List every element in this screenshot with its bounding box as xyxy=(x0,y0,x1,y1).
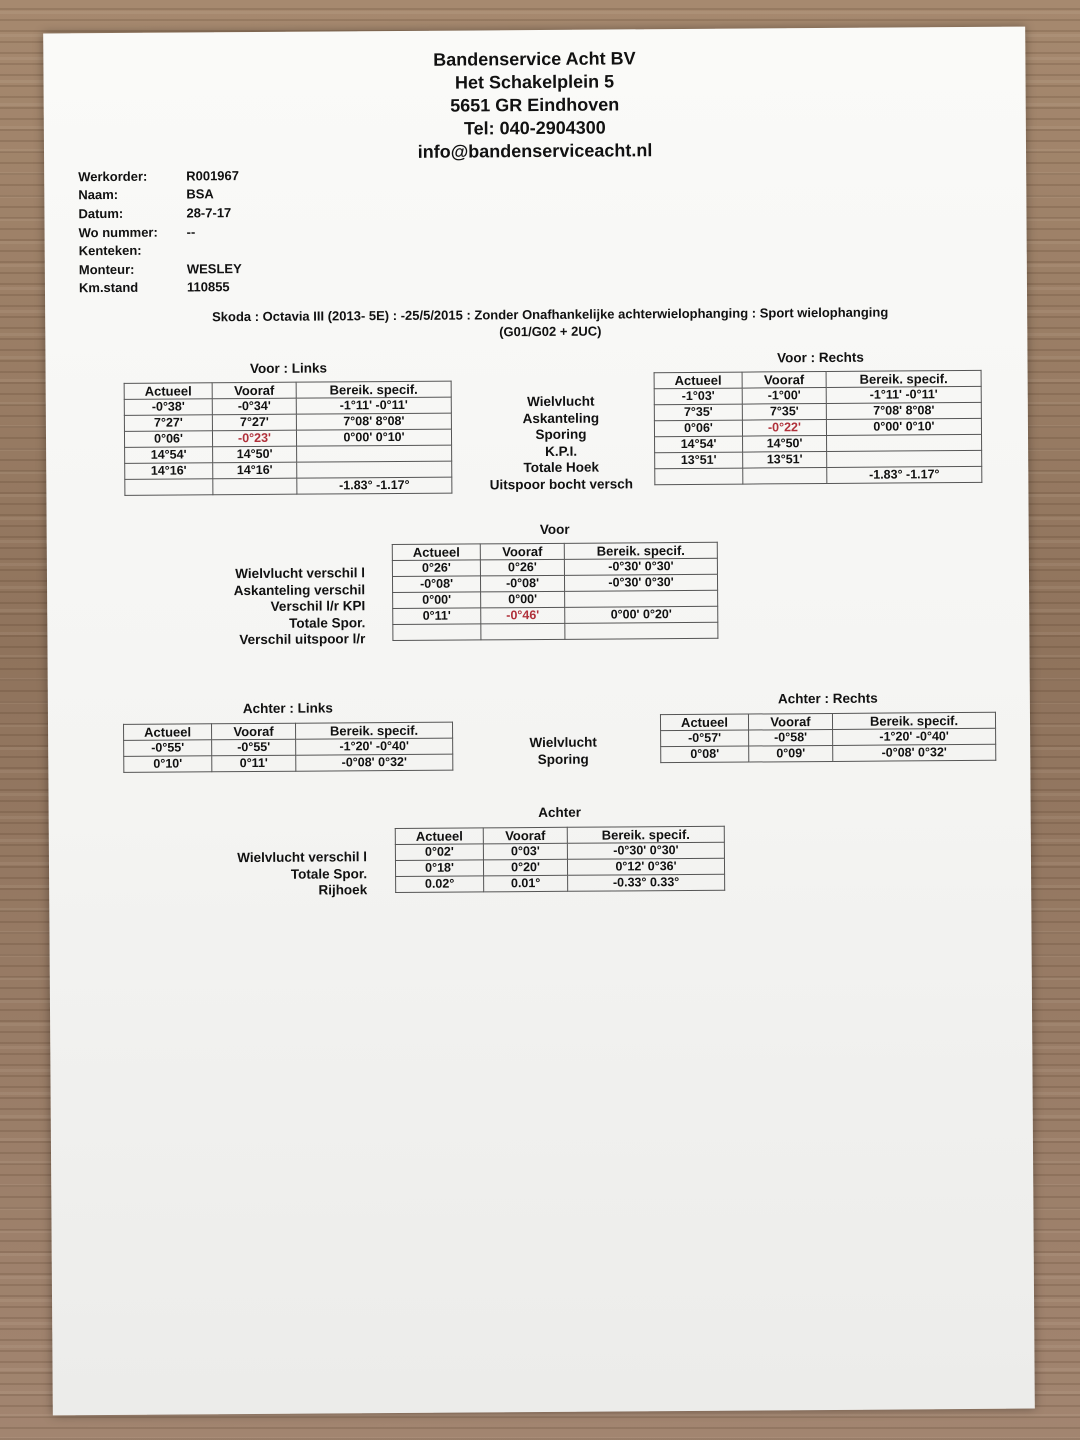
row-label: Verschil l/r KPI xyxy=(270,598,366,614)
meta-value: 110855 xyxy=(186,279,230,295)
col-actueel: Actueel xyxy=(124,383,212,400)
cell-vooraf: 0°11' xyxy=(212,755,296,772)
table-row xyxy=(124,397,451,415)
cell-vooraf: 7°35' xyxy=(742,403,826,420)
rear-axle-title: Achter xyxy=(538,804,582,821)
table-row xyxy=(396,874,725,892)
cell-vooraf xyxy=(213,478,297,495)
row-label: Askanteling xyxy=(522,410,600,426)
cell-vooraf xyxy=(743,467,827,484)
cell-spec: 0°12' 0°36' xyxy=(567,858,724,875)
col-spec: Bereik. specif. xyxy=(564,542,717,559)
company-email: info@bandenserviceacht.nl xyxy=(417,140,653,162)
col-spec: Bereik. specif. xyxy=(296,381,451,398)
rear-axle-table xyxy=(395,826,725,893)
cell-spec: -1°20' -0°40' xyxy=(833,728,996,745)
cell-actueel: 0°10' xyxy=(124,756,212,773)
table-row xyxy=(661,728,996,746)
cell-spec xyxy=(565,622,718,639)
cell-actueel: 14°16' xyxy=(125,463,213,480)
col-actueel: Actueel xyxy=(124,724,212,741)
cell-vooraf-out-of-spec: -0°46' xyxy=(481,607,565,624)
row-label: Sporing xyxy=(537,751,589,767)
table-header-row xyxy=(124,381,451,399)
cell-spec: 0°00' 0°10' xyxy=(296,429,451,446)
row-label: Totale Spor. xyxy=(288,614,366,631)
cell-vooraf xyxy=(481,623,565,640)
vehicle-description xyxy=(105,303,995,343)
cell-vooraf-out-of-spec: -0°23' xyxy=(212,430,296,447)
meta-value: -- xyxy=(186,223,196,240)
row-label: Wielvlucht verschil l xyxy=(237,849,367,866)
row-label: Wielvlucht xyxy=(529,734,597,751)
row-label: Wielvlucht xyxy=(527,393,595,410)
cell-vooraf: 14°50' xyxy=(213,446,297,463)
cell-actueel: 0°02' xyxy=(395,844,483,861)
meta-value: R001967 xyxy=(186,167,240,184)
cell-actueel: 0°18' xyxy=(395,860,483,877)
cell-vooraf: 0°20' xyxy=(483,859,567,876)
cell-spec: -0°08' 0°32' xyxy=(833,744,996,761)
cell-spec: 0°00' 0°20' xyxy=(565,606,718,623)
cell-vooraf: -0°08' xyxy=(480,575,564,592)
table-row xyxy=(125,477,452,495)
table-header-row xyxy=(654,370,981,388)
rear-row-labels xyxy=(468,734,658,768)
table-header-row xyxy=(124,722,453,740)
meta-value: BSA xyxy=(186,186,214,202)
meta-row-werkorder xyxy=(78,166,241,186)
cell-vooraf: -0°34' xyxy=(212,398,296,415)
cell-actueel: 7°35' xyxy=(654,404,742,421)
table-row xyxy=(654,402,981,420)
table-header-row xyxy=(660,712,995,730)
cell-spec xyxy=(297,461,452,478)
cell-actueel: 0°11' xyxy=(393,608,481,625)
vehicle-line-2: (G01/G02 + 2UC) xyxy=(499,323,602,340)
meta-label: Wo nummer: xyxy=(78,224,158,240)
meta-label: Kenteken: xyxy=(78,242,142,259)
col-vooraf: Vooraf xyxy=(212,382,296,399)
table-row xyxy=(392,558,717,576)
cell-spec xyxy=(297,445,452,462)
cell-spec: -1°11' -0°11' xyxy=(296,397,451,414)
cell-actueel: -0°08' xyxy=(392,576,480,593)
cell-spec: -0.33° 0.33° xyxy=(568,874,725,891)
meta-row-kmstand xyxy=(79,278,242,298)
cell-spec: -0°08' 0°32' xyxy=(296,754,453,771)
meta-value: WESLEY xyxy=(186,260,242,277)
cell-spec xyxy=(827,450,982,467)
meta-row-wo-nummer xyxy=(79,222,242,242)
cell-vooraf: 14°50' xyxy=(743,435,827,452)
meta-label: Datum: xyxy=(78,205,124,222)
table-row xyxy=(654,386,981,404)
meta-row-datum xyxy=(78,203,241,223)
col-vooraf: Vooraf xyxy=(212,723,296,740)
cell-spec: -0°30' 0°30' xyxy=(564,558,717,575)
col-actueel: Actueel xyxy=(654,372,742,389)
cell-spec: 7°08' 8°08' xyxy=(296,413,451,430)
col-vooraf: Vooraf xyxy=(748,713,832,730)
table-row xyxy=(395,858,724,876)
cell-spec xyxy=(565,590,718,607)
cell-vooraf: 0.01° xyxy=(484,875,568,892)
col-actueel: Actueel xyxy=(392,544,480,561)
cell-actueel: 0°06' xyxy=(654,420,742,437)
cell-spec: -0°30' 0°30' xyxy=(564,574,717,591)
col-vooraf: Vooraf xyxy=(483,827,567,844)
cell-vooraf: 13°51' xyxy=(743,451,827,468)
col-actueel: Actueel xyxy=(660,714,748,731)
cell-vooraf: 0°03' xyxy=(483,843,567,860)
cell-vooraf: -1°00' xyxy=(742,387,826,404)
rear-left-table xyxy=(123,722,453,773)
company-phone: Tel: 040-2904300 xyxy=(463,117,606,139)
company-street: Het Schakelplein 5 xyxy=(454,71,615,93)
front-axle-row-labels xyxy=(157,565,366,649)
table-row xyxy=(124,738,453,756)
meta-row-kenteken xyxy=(79,240,242,260)
cell-actueel xyxy=(655,468,743,485)
printed-report-sheet xyxy=(43,27,1035,1416)
front-axle-table xyxy=(392,542,719,641)
cell-actueel: 13°51' xyxy=(655,452,743,469)
col-actueel: Actueel xyxy=(395,828,483,845)
cell-actueel: 0.02° xyxy=(396,876,484,893)
row-label: Wielvlucht verschil l xyxy=(235,565,366,582)
col-spec: Bereik. specif. xyxy=(826,370,981,387)
company-city: 5651 GR Eindhoven xyxy=(450,94,620,116)
table-row xyxy=(393,622,718,640)
row-label: Askanteling verschil xyxy=(233,581,366,598)
front-row-labels xyxy=(466,393,657,493)
front-left-title: Voor : Links xyxy=(249,360,328,377)
table-row xyxy=(395,842,724,860)
rear-right-table xyxy=(660,712,996,763)
row-label: Sporing xyxy=(535,426,587,443)
cell-actueel: -0°55' xyxy=(124,740,212,757)
cell-actueel: -0°57' xyxy=(661,730,749,747)
row-label: Verschil uitspoor l/r xyxy=(239,631,366,648)
cell-actueel: 0°00' xyxy=(393,592,481,609)
company-name: Bandenservice Acht BV xyxy=(433,48,636,70)
rear-right-title: Achter : Rechts xyxy=(777,690,878,707)
cell-actueel: 14°54' xyxy=(655,436,743,453)
table-header-row xyxy=(392,542,717,560)
col-vooraf: Vooraf xyxy=(742,371,826,388)
front-right-title: Voor : Rechts xyxy=(777,349,864,366)
rear-axle-row-labels xyxy=(159,849,367,900)
meta-label: Naam: xyxy=(78,187,119,203)
meta-label: Monteur: xyxy=(78,261,135,277)
table-row xyxy=(124,429,451,447)
col-spec: Bereik. specif. xyxy=(832,712,995,729)
row-label: K.P.I. xyxy=(545,443,578,459)
cell-spec: -1°20' -0°40' xyxy=(296,738,453,755)
meta-row-naam xyxy=(78,185,241,205)
table-row xyxy=(124,754,453,772)
meta-label: Werkorder: xyxy=(78,168,148,185)
row-label: Totale Hoek xyxy=(523,459,600,476)
row-label: Rijhoek xyxy=(318,882,368,898)
rear-left-title: Achter : Links xyxy=(242,700,333,717)
cell-vooraf: -0°55' xyxy=(212,739,296,756)
col-spec: Bereik. specif. xyxy=(296,722,453,739)
front-right-table xyxy=(654,370,983,485)
front-left-table xyxy=(124,381,453,496)
meta-label: Km.stand xyxy=(78,280,139,296)
cell-vooraf: 0°09' xyxy=(749,745,833,762)
vehicle-line-1: Skoda : Octavia III (2013- 5E) : -25/5/2015 : Zonder Onafhankelijke achterwielophanging : Sport wielophanging xyxy=(212,304,889,325)
table-row xyxy=(654,418,981,436)
cell-spec: -1.83° -1.17° xyxy=(297,477,452,494)
cell-spec: -0°30' 0°30' xyxy=(567,842,724,859)
cell-vooraf-out-of-spec: -0°22' xyxy=(742,419,826,436)
cell-spec: 7°08' 8°08' xyxy=(826,402,981,419)
front-axle-title: Voor xyxy=(539,521,570,537)
cell-actueel xyxy=(125,479,213,496)
cell-actueel: 0°06' xyxy=(124,431,212,448)
col-vooraf: Vooraf xyxy=(480,543,564,560)
work-order-details xyxy=(78,166,242,297)
cell-actueel: -0°38' xyxy=(124,399,212,416)
row-label: Uitspoor bocht versch xyxy=(489,475,634,492)
col-spec: Bereik. specif. xyxy=(567,826,724,843)
meta-value: 28-7-17 xyxy=(186,205,232,221)
table-row xyxy=(393,606,718,624)
cell-actueel: 14°54' xyxy=(125,447,213,464)
table-row xyxy=(392,574,717,592)
cell-vooraf: 14°16' xyxy=(213,462,297,479)
cell-spec: -1.83° -1.17° xyxy=(827,466,982,483)
cell-vooraf: -0°58' xyxy=(749,729,833,746)
table-header-row xyxy=(395,826,724,844)
cell-vooraf: 0°00' xyxy=(481,591,565,608)
table-row xyxy=(655,466,982,484)
table-row xyxy=(661,744,996,762)
cell-actueel: 0°08' xyxy=(661,746,749,763)
cell-vooraf: 0°26' xyxy=(480,559,564,576)
meta-row-monteur xyxy=(79,259,242,279)
cell-actueel: 7°27' xyxy=(124,415,212,432)
row-label: Totale Spor. xyxy=(290,865,368,882)
table-row xyxy=(124,413,451,431)
cell-spec: 0°00' 0°10' xyxy=(826,418,981,435)
company-header xyxy=(43,45,1026,167)
cell-actueel: 0°26' xyxy=(392,560,480,577)
cell-actueel: -1°03' xyxy=(654,388,742,405)
cell-vooraf: 7°27' xyxy=(212,414,296,431)
cell-actueel xyxy=(393,624,481,641)
cell-spec xyxy=(827,434,982,451)
cell-spec: -1°11' -0°11' xyxy=(826,386,981,403)
